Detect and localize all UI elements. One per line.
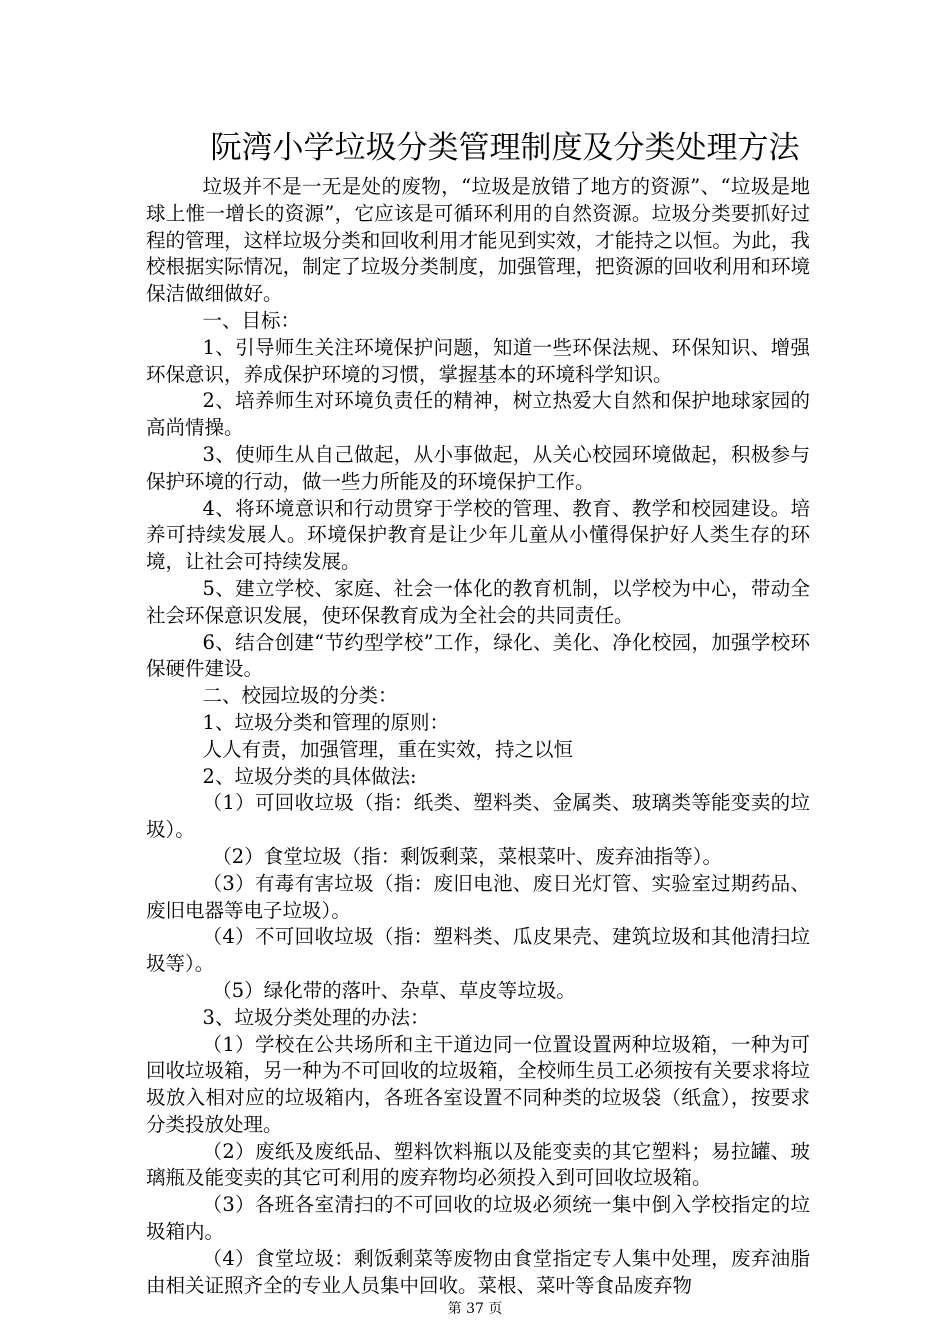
goal-item-3: 3、使师生从自己做起，从小事做起，从关心校园环境做起，积极参与保护环境的行动，做一些力所能及的环境保护工作。 <box>146 442 810 493</box>
subheading-methods: 2、垃圾分类的具体做法: <box>202 764 417 788</box>
handling-item-2: （2）废纸及废纸品、塑料饮料瓶以及能变卖的其它塑料；易拉罐、玻璃瓶及能变卖的其它可利用的废弃物均必须投入到可回收垃圾箱。 <box>146 1139 810 1190</box>
handling-item-1: （1）学校在公共场所和主干道边同一位置设置两种垃圾箱，一种为可回收垃圾箱，另一种为不可回收的垃圾箱，全校师生员工必须按有关要求将垃圾放入相对应的垃圾箱内，各班各室设置不同种类的垃圾袋（纸盒），按要求分类投放处理。 <box>146 1032 810 1136</box>
goal-item-5: 5、建立学校、家庭、社会一体化的教育机制，以学校为中心，带动全社会环保意识发展，使环保教育成为全社会的共同责任。 <box>146 576 810 627</box>
section-heading-goals: 一、目标： <box>202 308 301 332</box>
goal-item-2: 2、培养师生对环境负责任的精神，树立热爱大自然和保护地球家园的高尚情操。 <box>146 389 810 440</box>
category-item-3: （3）有毒有害垃圾（指：废旧电池、废日光灯管、实验室过期药品、废旧电器等电子垃圾）。 <box>146 871 810 922</box>
page-number: 第 37 页 <box>447 1301 503 1317</box>
category-item-5: （5）绿化带的落叶、杂草、草皮等垃圾。 <box>212 978 576 1002</box>
goal-item-1: 1、引导师生关注环境保护问题，知道一些环保法规、环保知识、增强环保意识，养成保护环境的习惯，掌握基本的环境科学知识。 <box>146 335 810 386</box>
subheading-principle: 1、垃圾分类和管理的原则： <box>202 710 449 734</box>
subheading-handling: 3、垃圾分类处理的办法： <box>202 1005 430 1029</box>
document-body <box>146 174 810 1299</box>
goal-item-4: 4、将环境意识和行动贯穿于学校的管理、教育、教学和校园建设。培养可持续发展人。环境保护教育是让少年儿童从小懂得保护好人类生存的环境，让社会可持续发展。 <box>146 496 810 574</box>
document-title: 阮湾小学垃圾分类管理制度及分类处理方法 <box>210 130 800 166</box>
handling-item-4: （4）食堂垃圾：剩饭剩菜等废物由食堂指定专人集中处理，废弃油脂由相关证照齐全的专业人员集中回收。菜根、菜叶等食品废弃物 <box>146 1246 810 1297</box>
principle-text: 人人有责，加强管理，重在实效，持之以恒 <box>202 737 574 761</box>
category-item-4: （4）不可回收垃圾（指：塑料类、瓜皮果壳、建筑垃圾和其他清扫垃圾等）。 <box>146 925 810 976</box>
category-item-1: （1）可回收垃圾（指：纸类、塑料类、金属类、玻璃类等能变卖的垃圾）。 <box>146 791 810 842</box>
handling-item-3: （3）各班各室清扫的不可回收的垃圾必须统一集中倒入学校指定的垃圾箱内。 <box>146 1193 810 1244</box>
section-heading-classification: 二、校园垃圾的分类： <box>202 684 398 708</box>
goal-item-6: 6、结合创建“节约型学校”工作，绿化、美化、净化校园，加强学校环保硬件建设。 <box>146 630 810 681</box>
intro-paragraph: 垃圾并不是一无是处的废物，“垃圾是放错了地方的资源”、“垃圾是地球上惟一增长的资源”，它应该是可循环利用的自然资源。垃圾分类要抓好过程的管理，这样垃圾分类和回收利用才能见到实效，才能持之以恒。为此，我校根据实际情况，制定了垃圾分类制度，加强管理，把资源的回收利用和环境保洁做细做好。 <box>146 175 810 306</box>
category-item-2: （2）食堂垃圾（指：剩饭剩菜，菜根菜叶、废弃油指等）。 <box>212 844 722 868</box>
